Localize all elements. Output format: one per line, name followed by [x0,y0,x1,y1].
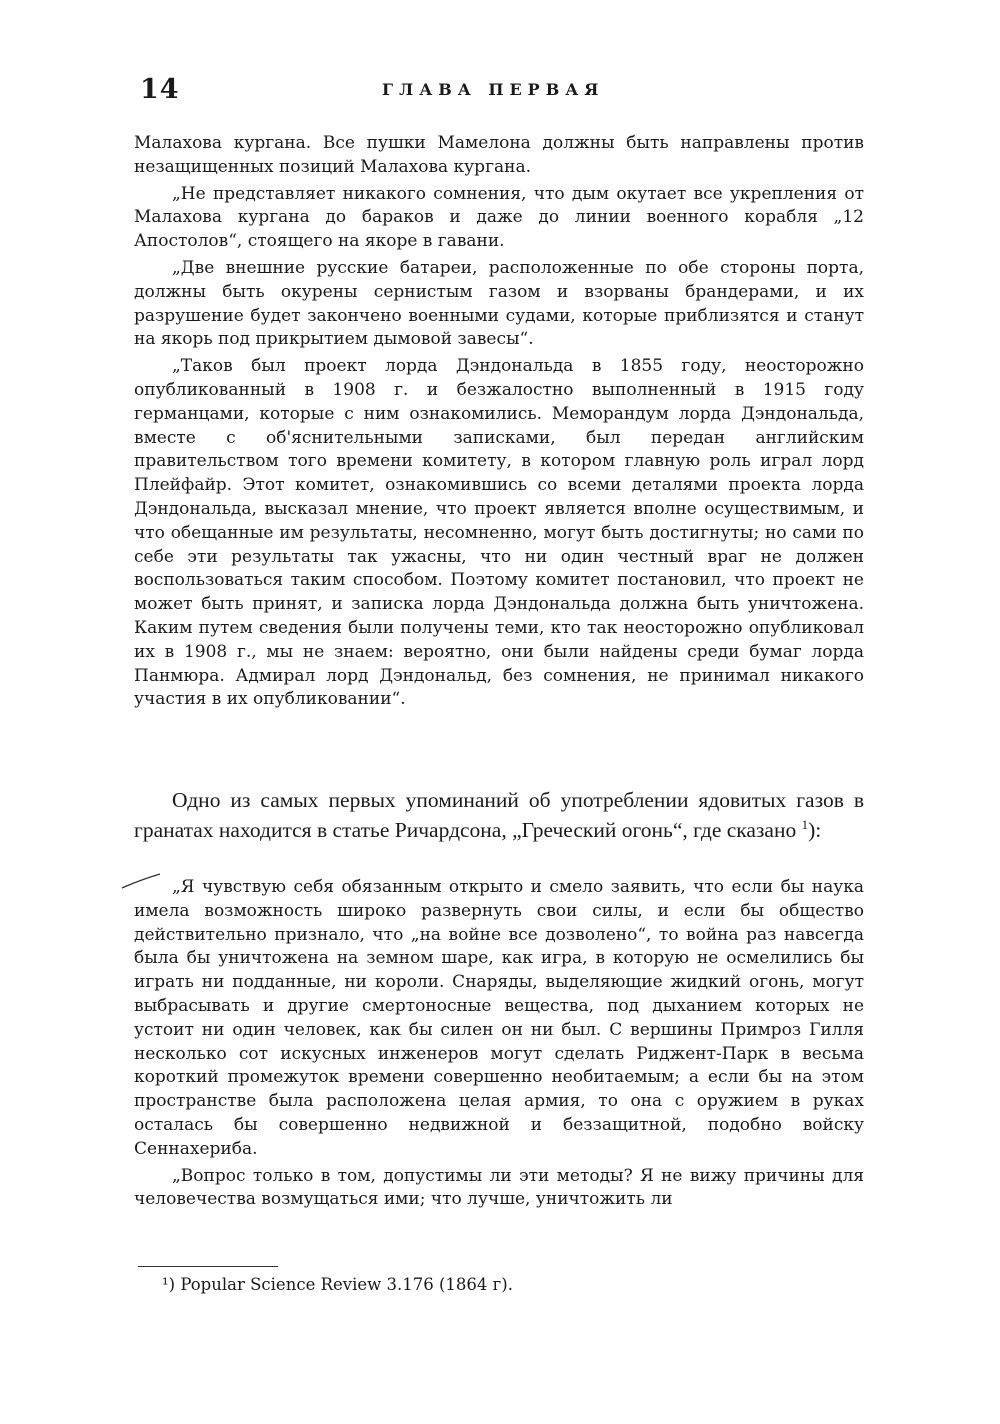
paragraph: „Не представляет никакого сомнения, что дым окутает все укрепления от Малахова кургана до бараков и даже до линии военного корабля „12 Апостолов“, стоящего на якоре в гавани. [134,183,864,252]
paragraph: „Я чувствую себя обязанным открыто и смело заявить, что если бы наука имела возможность широко развернуть свои силы, и если бы общество действительно признало, что „на войне все дозволено“, то война раз навсегда была бы уничтожена на земном шаре, как игра, в которую не осмелились бы играть ни подданные, ни короли. Снаряды, выделяющие жидкий огонь, могут выбрасывать и другие смертоносные вещества, под дыханием которых не устоит ни один человек, как бы силен он ни был. С вершины Примроз Гилля несколько сот искусных инженеров могут сделать Риджент-Парк в весьма короткий промежуток времени совершенно необитаемым; а если бы на этом пространстве была расположена целая армия, то она с оружием в руках осталась бы совершенно недвижной и беззащитной, подобно войску Сеннахериба. [134,877,864,1159]
continuation-text [134,132,864,715]
main-text: Одно из самых первых упоминаний об употреблении ядовитых газов в гранатах находится в статье Ричардсона, „Греческий огонь“, где сказано [134,788,864,842]
footnote-marker: ¹) [162,1275,176,1294]
paragraph: Малахова кургана. Все пушки Мамелона должны быть направлены против незащищенных позиций Малахова кургана. [134,133,864,177]
footnote [162,1274,513,1296]
footnote-reference: 1 [801,817,809,832]
paragraph: „Вопрос только в том, допустимы ли эти методы? Я не вижу причины для человечества возмущаться ими; что лучше, уничтожить ли [134,1165,864,1210]
running-head: ГЛАВА ПЕРВАЯ [382,80,605,99]
quotation [134,876,864,1215]
paragraph: „Две внешние русские батареи, расположенные по обе стороны порта, должны быть окурены сернистым газом и взорваны брандерами, и их разрушение будет закончено военными судами, которые приблизятся и станут на якорь под прикрытием дымовой завесы“. [134,257,864,350]
main-tail: ): [808,818,822,842]
footnote-divider [138,1266,278,1267]
page-number: 14 [140,74,180,105]
main-paragraph [134,785,864,848]
footnote-text: Popular Science Review 3.176 (1864 г). [180,1275,513,1294]
paragraph: „Таков был проект лорда Дэндональда в 1855 году, неосторожно опубликованный в 1908 г. и безжалостно выполненный в 1915 году германцами, которые с ним ознакомились. Меморандум лорда Дэндональда, вместе с об'яснительными записками, был передан английским правительством того времени комитету, в котором главную роль играл лорд Плейфайр. Этот комитет, ознакомившись со всеми деталями проекта лорда Дэндональда, высказал мнение, что проект является вполне осуществимым, и что обещанные им результаты, несомненно, могут быть достигнуты; но сами по себе эти результаты так ужасны, что ни один честный враг не должен воспользоваться таким способом. Поэтому комитет постановил, что проект не может быть принят, и записка лорда Дэндональда должна быть уничтожена. Каким путем сведения были получены теми, кто так неосторожно опубликовал их в 1908 г., мы не знаем: вероятно, они были найдены среди бумаг лорда Панмюра. Адмирал лорд Дэндональд, без сомнения, не принимал никакого участия в их опубликовании“. [134,356,864,710]
paragraph [134,785,864,845]
